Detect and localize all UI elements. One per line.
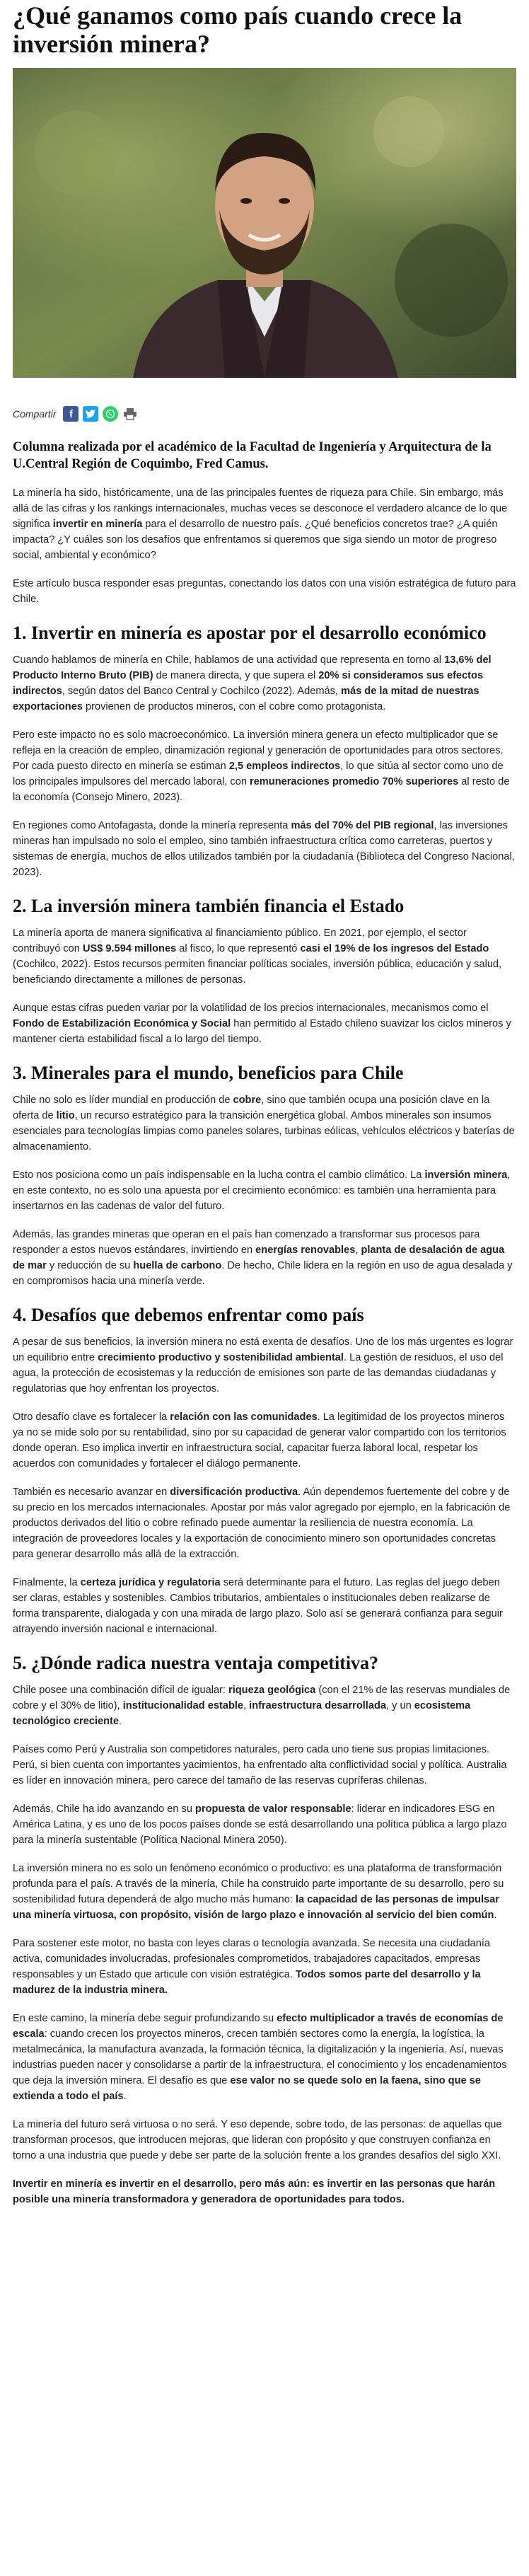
paragraph: Para sostener este motor, no basta con leyes claras o tecnología avanzada. Se necesita una ciudadanía activa, comunidades involucradas, profesionales comprometidos, trabajadores capacitados, empresas responsables y un Estado que articule con visión estratégica. Todos somos parte del desarrollo y la madurez de la industria minera. [13,1938,490,1996]
paragraph: Aunque estas cifras pueden variar por la volatilidad de los precios internacionales, mecanismos como el Fondo de Estabilización Económica y Social han permitido al Estado chileno suavizar los ciclos mineros y mantener cierta estabilidad fiscal a lo largo del tiempo. [13,1003,511,1045]
paragraph: Chile no solo es líder mundial en producción de cobre, sino que también ocupa una posición clave en la oferta de litio, un recurso estratégico para la transición energética global. Ambos minerales son insumos esenciales para tecnologías limpias como paneles solares, turbinas eólicas, vehículos eléctricos y baterías de almacenamiento. [13,1094,515,1153]
bold-text: huella de carbono [133,1260,222,1271]
section-heading-1: 1. Invertir en minería es apostar por el desarrollo económico [13,623,487,643]
paragraph: La minería aporta de manera significativa al financiamiento público. En 2021, por ejemplo, el sector contribuyó con US$ 9.594 millones al fisco, lo que representó casi el 19% de los ingresos del Estado (Cochilco, 2022). Estos recursos permiten financiar políticas sociales, inversión pública, educación y salud, beneficiando directamente a millones de personas. [13,928,502,986]
bold-text: Invertir en minería es invertir en el desarrollo, pero más aún: es invertir en las personas que harán posible una minería transformadora y generadora de oportunidades para todos. [13,2178,496,2205]
paragraph: Este artículo busca responder esas preguntas, conectando los datos con una visión estratégica de futuro para Chile. [13,578,516,605]
paragraph: En regiones como Antofagasta, donde la minería representa más del 70% del PIB regional, las inversiones mineras han impulsado no solo el empleo, sino también infraestructura crítica como carreteras, puertos y sistemas de energía, muchos de ellos utilizados también por la ciudadanía (Biblioteca del Congreso Nacional, 2023). [13,820,515,878]
paragraph: Además, las grandes mineras que operan en el país han comenzado a transformar sus procesos para responder a estos nuevos estándares, invirtiendo en energías renovables, planta de desalación de agua de mar y reducción de su huella de carbono. De hecho, Chile lidera en la región en uso de agua desalada y en compromisos hacia una minería verde. [13,1229,513,1287]
bold-text: remuneraciones promedio 70% superiores [250,776,459,787]
paragraph: A pesar de sus beneficios, la inversión minera no está exenta de desafíos. Uno de los más urgentes es lograr un equilibrio entre crecimiento productivo y sostenibilidad ambiental. La gestión de residuos, el uso del agua, la protección de ecosistemas y la reducción de emisiones son parte de las demandas ciudadanas y regulatorias que hoy enfrentan los proyectos. [13,1336,513,1394]
bold-text: US$ 9.594 millones [82,943,177,954]
paragraph: Finalmente, la certeza jurídica y regulatoria será determinante para el futuro. Las reglas del juego deben ser claras, estables y sostenibles. Cambios tributarios, ambientales o institucionales deben realizarse de forma transparente, dialogada y con una mirada de largo plazo. Solo así se generará confianza para seguir atrayendo inversión nacional e internacional. [13,1577,503,1635]
section-heading-5: 5. ¿Dónde radica nuestra ventaja competitiva? [13,1653,379,1673]
paragraph: Otro desafío clave es fortalecer la relación con las comunidades. La legitimidad de los proyectos mineros ya no se mide solo por su rentabilidad, sino por su capacidad de generar valor compartido con los territorios donde operan. Eso implica invertir en infraestructura social, capacitar fuerza laboral local, respetar los acuerdos con comunidades y fortalecer el diálogo permanente. [13,1411,506,1469]
section-heading-2: 2. La inversión minera también financia el Estado [13,896,405,916]
bold-text: energías renovables [255,1244,356,1256]
bold-text: propuesta de valor responsable [195,1803,351,1815]
share-bar [13,406,516,422]
bold-text: planta de desalación de agua de mar [13,1244,505,1271]
article-page [13,0,516,2207]
portrait-photo [13,68,516,378]
bold-text: diversificación productiva [170,1486,298,1498]
bold-text: riqueza geológica [228,1685,316,1696]
bold-text: más de la mitad de nuestras exportaciones [13,686,479,712]
paragraph: La minería del futuro será virtuosa o no será. Y eso depende, sobre todo, de las personas: de aquellas que transforman procesos, que introducen mejoras, que lideran con propósito y que construyen confianza en torno a una industria que puede y debe ser parte de la solución frente a los grandes desafíos del siglo XXI. [13,2119,502,2161]
share-label: Compartir [13,408,57,420]
bold-text: Todos somos parte del desarrollo y la madurez de la industria minera. [13,1969,481,1996]
bold-text: 2,5 empleos indirectos [228,761,341,772]
paragraph: La minería ha sido, históricamente, una de las principales fuentes de riqueza para Chile. Sin embargo, más allá de las cifras y los rankings internacionales, muchas veces se desconoce el verdadero alcance de lo que significa invertir en minería para el desarrollo de nuestro país. ¿Qué beneficios concretos trae? ¿A quién impacta? ¿Y cuáles son los desafíos que enfrentamos si queremos que siga siendo un motor de progreso social, ambiental y económico? [13,487,508,561]
bold-text: infraestructura desarrollada [249,1700,387,1711]
paragraph: Chile posee una combinación difícil de igualar: riqueza geológica (con el 21% de las reservas mundiales de cobre y el 30% de litio), institucionalidad estable, infraestructura desarrollada, y un ecosistema tecnológico creciente. [13,1685,511,1727]
bold-text: invertir en minería [52,519,143,530]
section-heading-3: 3. Minerales para el mundo, beneficios para Chile [13,1063,404,1083]
twitter-icon[interactable] [83,406,98,422]
paragraph: Cuando hablamos de minería en Chile, hablamos de una actividad que representa en torno al 13,6% del Producto Interno Bruto (PIB) de manera directa, y que supera el 20% si consideramos sus efectos indirectos, según datos del Banco Central y Cochilco (2022). Además, más de la mitad de nuestras exportaciones provienen de productos mineros, con el cobre como protagonista. [13,654,492,712]
paragraph: Esto nos posiciona como un país indispensable en la lucha contra el cambio climático. La inversión minera, en este contexto, no es solo una apuesta por el crecimiento económico: es también una herramienta para insertarnos en las cadenas de valor del futuro. [13,1169,511,1212]
article-title: ¿Qué ganamos como país cuando crece la inversión minera? [13,1,463,58]
bold-text: litio [56,1110,75,1121]
paragraph: También es necesario avanzar en diversificación productiva. Aún dependemos fuertemente del cobre y de su precio en los mercados internacionales. Apostar por más valor agregado por ejemplo, en la fabricación de productos derivados del litio o cobre refinado puede aumentar la resiliencia de nuestra economía. La integración de proveedores locales y la exportación de conocimiento minero son oportunidades concretas para generar desarrollo más allá de la extracción. [13,1486,511,1560]
paragraph: Además, Chile ha ido avanzando en su propuesta de valor responsable: liderar en indicadores ESG en América Latina, y es uno de los pocos países donde se está desarrollando una política pública a largo plazo para la minería sustentable (Política Nacional Minera 2050). [13,1803,507,1846]
bold-text: institucionalidad estable [122,1700,244,1711]
bold-text: efecto multiplicador a través de economías de escala [13,2013,504,2040]
paragraph [13,2176,516,2207]
bold-text: relación con las comunidades [170,1411,318,1423]
paragraph: Pero este impacto no es solo macroeconómico. La inversión minera genera un efecto multiplicador que se refleja en la creación de empleo, dinamización regional y generación de oportunidades para otros sectores. Por cada puesto directo en minería se estiman 2,5 empleos indirectos, lo que sitúa al sector como uno de los principales impulsores del mercado laboral, con remuneraciones promedio 70% superiores al resto de la economía (Consejo Minero, 2023). [13,729,510,803]
article-lead: Columna realizada por el académico de la Facultad de Ingeniería y Arquitectura de la U.Central Región de Coquimbo, Fred Camus. [13,440,492,471]
whatsapp-icon[interactable] [103,406,118,422]
article-body [13,485,516,2207]
bold-text: cobre [233,1094,262,1106]
bold-text: ecosistema tecnológico creciente [13,1700,471,1727]
bold-text: casi el 19% de los ingresos del Estado [300,943,489,954]
bold-text: inversión minera [424,1169,508,1181]
paragraph: Países como Perú y Australia son competidores naturales, pero cada uno tiene sus propias limitaciones. Perú, si bien cuenta con importantes yacimientos, ha enfrentado alta conflictividad social y política. Australia es líder en innovación minera, pero carece del tamaño de las reservas cupríferas chilenas. [13,1744,507,1786]
section-heading-4: 4. Desafíos que debemos enfrentar como país [13,1305,364,1325]
bold-text: más del 70% del PIB regional [291,820,434,831]
facebook-icon[interactable]: f [63,406,79,422]
paragraph: En este camino, la minería debe seguir profundizando su efecto multiplicador a través de economías de escala: cuando crecen los proyectos mineros, crecen también sectores como la energía, la logística, la metalmecánica, la manufactura avanzada, la formación técnica, la digitalización y la ingeniería. Así, nuevas industrias pueden nacer y consolidarse a partir de la infraestructura, el conocimiento y los encadenamientos que deja la inversión minera. El desafío es que ese valor no se quede solo en la faena, sino que se extienda a todo el país. [13,2013,507,2102]
bold-text: crecimiento productivo y sostenibilidad ambiental [98,1352,344,1363]
hero-image [13,68,516,378]
bold-text: la capacidad de las personas de impulsar una minería virtuosa, con propósito, visión de largo plazo e innovación al servicio del bien común [13,1894,499,1921]
paragraph: La inversión minera no es solo un fenómeno económico o productivo: es una plataforma de transformación profunda para el país. A través de la minería, Chile ha construido parte importante de su desarrollo, pero su sostenibilidad futura dependerá de algo mucho más humano: la capacidad de las personas de impulsar una minería virtuosa, con propósito, visión de largo plazo e innovación al servicio del bien común. [13,1863,504,1921]
print-icon[interactable] [122,406,138,422]
bold-text: 13,6% del Producto Interno Bruto (PIB) [13,654,492,681]
bold-text: 20% si consideramos sus efectos indirectos [13,670,484,697]
bold-text: certeza jurídica y regulatoria [80,1577,221,1588]
bold-text: Fondo de Estabilización Económica y Social [13,1018,231,1029]
bold-text: ese valor no se quede solo en la faena, sino que se extienda a todo el país [13,2075,481,2102]
